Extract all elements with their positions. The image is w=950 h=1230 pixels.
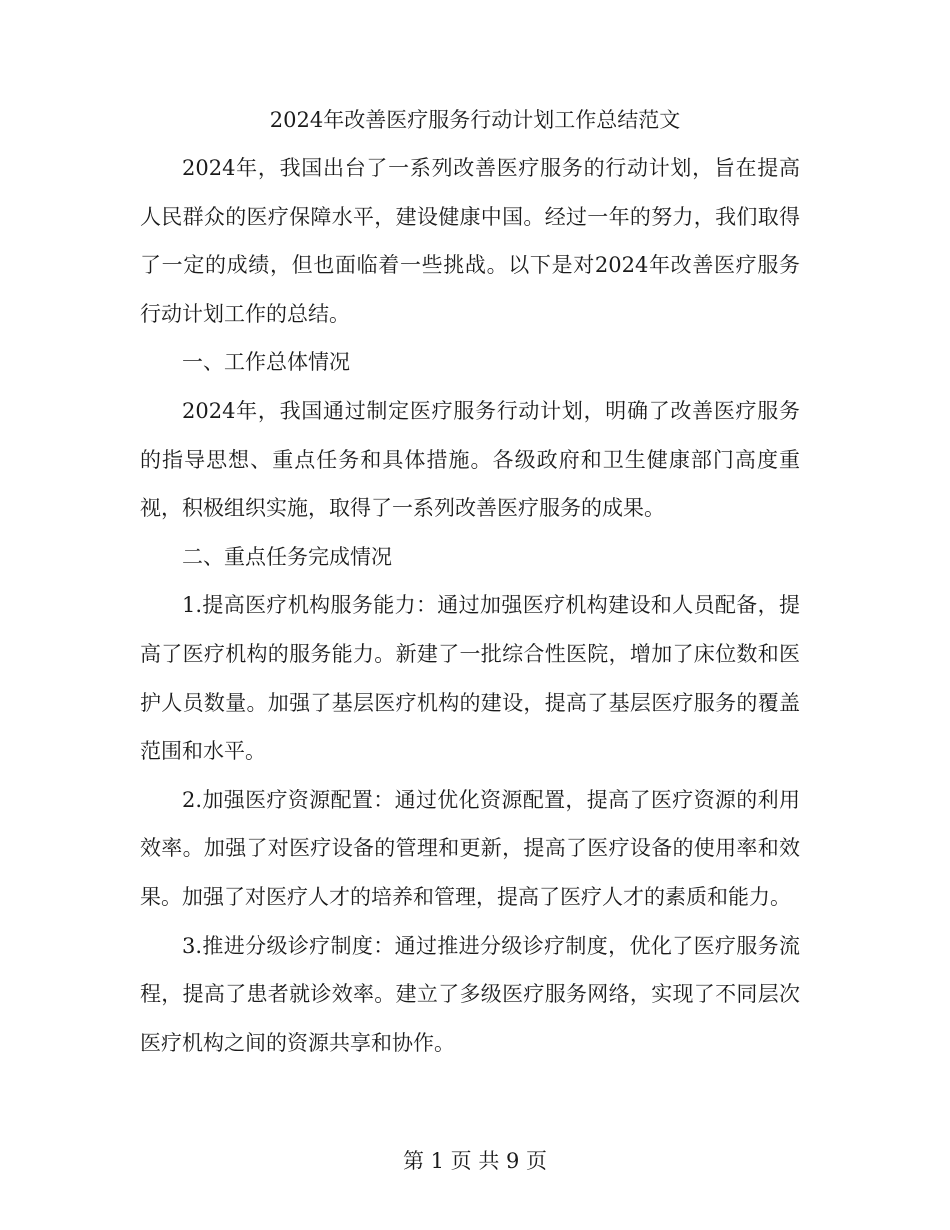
paragraph-intro: 2024年，我国出台了一系列改善医疗服务的行动计划，旨在提高人民群众的医疗保障水平，建设健康中国。经过一年的努力，我们取得了一定的成绩，但也面临着一些挑战。以下是对2024年改善医疗服务行动计划工作的总结。 [140,156,800,326]
section-heading-overall: 一、工作总体情况 [182,350,350,375]
paragraph-overall: 2024年，我国通过制定医疗服务行动计划，明确了改善医疗服务的指导思想、重点任务和具体措施。各级政府和卫生健康部门高度重视，积极组织实施，取得了一系列改善医疗服务的成果。 [140,398,800,521]
page-footer: 第 1 页 共 9 页 [402,1149,548,1173]
section-heading-key-tasks: 二、重点任务完成情况 [182,544,392,569]
document-body [140,144,800,1067]
paragraph-task-1: 1.提高医疗机构服务能力：通过加强医疗机构建设和人员配备，提高了医疗机构的服务能力。新建了一批综合性医院，增加了床位数和医护人员数量。加强了基层医疗机构的建设，提高了基层医疗服务的覆盖范围和水平。 [140,593,800,764]
paragraph-task-2: 2.加强医疗资源配置：通过优化资源配置，提高了医疗资源的利用效率。加强了对医疗设备的管理和更新，提高了医疗设备的使用率和效果。加强了对医疗人才的培养和管理，提高了医疗人才的素质和能力。 [140,787,800,909]
document-title: 2024年改善医疗服务行动计划工作总结范文 [269,108,681,132]
paragraph-task-3: 3.推进分级诊疗制度：通过推进分级诊疗制度，优化了医疗服务流程，提高了患者就诊效率。建立了多级医疗服务网络，实现了不同层次医疗机构之间的资源共享和协作。 [140,933,800,1055]
